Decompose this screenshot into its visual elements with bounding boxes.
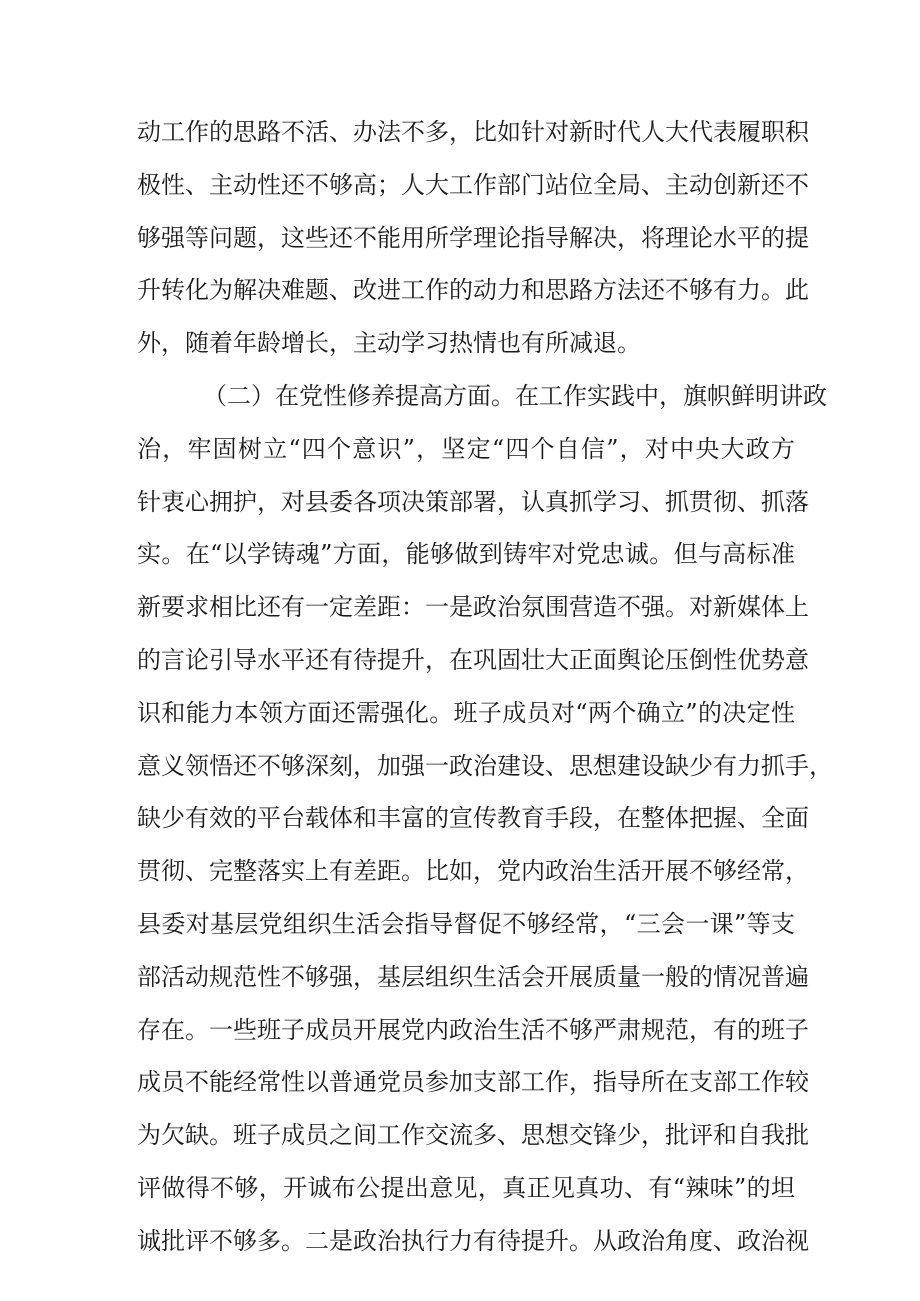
text-line: 缺少有效的平台载体和丰富的宣传教育手段，在整体把握、全面 — [137, 804, 809, 833]
text-line: 治，牢固树立“四个意识”，坚定“四个自信”，对中央大政方 — [137, 434, 795, 463]
text-line: 意义领悟还不够深刻，加强一政治建设、思想建设缺少有力抓手， — [137, 751, 833, 780]
text-line: 成员不能经常性以普通党员参加支部工作，指导所在支部工作较 — [137, 1068, 809, 1097]
text-line: 实。在“以学铸魂”方面，能够做到铸牢对党忠诚。但与高标准 — [137, 540, 795, 569]
text-line: 极性、主动性还不够高；人大工作部门站位全局、主动创新还不 — [137, 170, 809, 199]
text-line: 部活动规范性不够强，基层组织生活会开展质量一般的情况普遍 — [137, 962, 809, 991]
text-line: 够强等问题，这些还不能用所学理论指导解决，将理论水平的提 — [137, 223, 809, 252]
text-line: 诚批评不够多。二是政治执行力有待提升。从政治角度、政治视 — [137, 1226, 809, 1255]
text-line: 新要求相比还有一定差距：一是政治氛围营造不强。对新媒体上 — [137, 593, 809, 622]
text-line-section-heading: （二）在党性修养提高方面。在工作实践中，旗帜鲜明讲政 — [203, 381, 827, 410]
text-line: 评做得不够，开诚布公提出意见，真正见真功、有“辣味”的坦 — [137, 1173, 795, 1202]
text-line: 县委对基层党组织生活会指导督促不够经常，“三会一课”等支 — [137, 909, 795, 938]
body-text — [137, 106, 833, 1268]
text-line-paragraph-end: 外，随着年龄增长，主动学习热情也有所减退。 — [137, 329, 641, 358]
text-line: 贯彻、完整落实上有差距。比如，党内政治生活开展不够经常， — [137, 857, 809, 886]
text-line: 为欠缺。班子成员之间工作交流多、思想交锋少，批评和自我批 — [137, 1121, 809, 1150]
text-line: 存在。一些班子成员开展党内政治生活不够严肃规范，有的班子 — [137, 1015, 809, 1044]
text-line: 针衷心拥护，对县委各项决策部署，认真抓学习、抓贯彻、抓落 — [137, 487, 809, 516]
text-line: 动工作的思路不活、办法不多，比如针对新时代人大代表履职积 — [137, 118, 809, 146]
text-line: 的言论引导水平还有待提升，在巩固壮大正面舆论压倒性优势意 — [137, 645, 809, 674]
text-line: 升转化为解决难题、改进工作的动力和思路方法还不够有力。此 — [137, 276, 809, 305]
text-line: 识和能力本领方面还需强化。班子成员对“两个确立”的决定性 — [137, 698, 795, 727]
